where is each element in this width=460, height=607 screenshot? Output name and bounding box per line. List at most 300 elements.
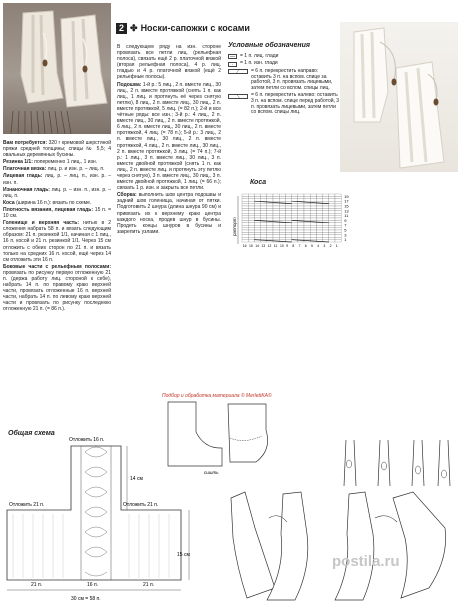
legend-item (228, 69, 340, 91)
instruction-label: Изнаночная гладь: (3, 186, 50, 193)
chart-row-number: 7 (344, 222, 347, 228)
chart-cell (279, 230, 285, 232)
chart-cell (261, 204, 267, 206)
chart-cell (242, 196, 248, 198)
chart-cell (329, 206, 335, 208)
chart-cell (267, 199, 273, 201)
instruction-text: попеременно 1 лиц., 1 изн. (34, 159, 98, 166)
schema-bottom-total: 30 см = 58 п. (71, 596, 101, 602)
chart-cell (298, 194, 304, 196)
chart-cell (254, 223, 260, 225)
chart-cell (254, 235, 260, 237)
chart-cell (248, 232, 254, 234)
chart-cell (273, 235, 279, 237)
chart-cell (323, 228, 329, 230)
chart-cell (261, 228, 267, 230)
chart-cell (335, 194, 341, 196)
schema-top-label: Отложить 16 п. (69, 437, 105, 443)
chart-cell (310, 199, 316, 201)
instruction-paragraph (3, 159, 111, 165)
chart-cell (261, 216, 267, 218)
chart-cell (242, 230, 248, 232)
chart-cell (335, 220, 341, 222)
legend-item-text: = 1 п. изн. глади (240, 60, 278, 67)
chart-cell (242, 237, 248, 239)
chart-cell (254, 206, 260, 208)
chart-cell (323, 199, 329, 201)
schema-heading: Общая схема (8, 430, 55, 437)
chart-cell (323, 204, 329, 206)
boot-left-shape (231, 492, 275, 598)
chart-cell (267, 228, 273, 230)
boot-right-shape (393, 492, 446, 598)
chart-cell (248, 208, 254, 210)
schema-bottom-mid: 16 п. (87, 582, 99, 588)
article-title: Носки-сапожки с косами (140, 22, 250, 33)
chart-row-number: 11 (344, 213, 349, 219)
chart-cell (261, 232, 267, 234)
chart-cell (279, 235, 285, 237)
chart-cell (279, 228, 285, 230)
chart-cell (323, 196, 329, 198)
chart-cell (254, 199, 260, 201)
chart-cell (298, 216, 304, 218)
chart-row-number: 13 (344, 208, 349, 214)
chart-cell (273, 196, 279, 198)
chart-cell (254, 194, 260, 196)
chart-cell (273, 211, 279, 213)
chart-cell (248, 235, 254, 237)
chart-cell (304, 225, 310, 227)
chart-cell (267, 230, 273, 232)
chart-cell (298, 204, 304, 206)
chart-cell (335, 240, 341, 242)
chart-col-number: 11 (273, 244, 278, 248)
chart-cell (316, 228, 322, 230)
chart-cell (248, 237, 254, 239)
chart-cell (254, 232, 260, 234)
chart-cell (292, 235, 298, 237)
chart-cell (329, 228, 335, 230)
chart-cell (323, 230, 329, 232)
chart-cell (261, 196, 267, 198)
chart-cell (248, 240, 254, 242)
chart-cell (310, 208, 316, 210)
chart-cell (323, 216, 329, 218)
chart-cell (273, 237, 279, 239)
chart-cell (261, 237, 267, 239)
chart-cell (335, 213, 341, 215)
chart-col-number: 7 (298, 244, 301, 248)
instruction-paragraph (117, 82, 221, 192)
brand-logo: postila.ru (332, 553, 400, 570)
chart-cell (248, 201, 254, 203)
chart-cell (316, 196, 322, 198)
middle-text-column (117, 44, 221, 329)
chart-cell (292, 230, 298, 232)
chart-cell (304, 230, 310, 232)
cross-left-icon: ⟍ (228, 94, 248, 99)
chart-cell (310, 206, 316, 208)
chart-cell (267, 211, 273, 213)
chart-cell (316, 204, 322, 206)
chart-cell (335, 199, 341, 201)
chart-cell (267, 206, 273, 208)
chart-cell (273, 225, 279, 227)
chart-cell (298, 206, 304, 208)
chart-cell (323, 211, 329, 213)
chart-cell (292, 213, 298, 215)
instruction-label: Коса (3, 199, 15, 206)
chart-cell (316, 237, 322, 239)
instruction-text: 1-й р.: 5 лиц., 2 п. вместе лиц., 30 лиц., 2 п. вместе протяжкой (снять 1 п. как лиц., 1 лиц. и протянуть её через снятую петлю), 8 лиц., 2 п. вместе лиц., 30 лиц., 2 п. вместе протяжкой, 5 лиц. (= 82 п.); 2-й и все чётные ряды: все изн.; 3-й р.: 4 лиц., 2 п. вместе лиц., 30 лиц., 2 п. вместе протяжкой, 6 лиц., 2 п. вместе лиц., 30 лиц., 2 п. вместе протяжкой, 4 лиц. (= 78 п.); 5-й р.: 3 лиц., 2 п. вместе лиц., 30 лиц., 2 п. вместе протяжкой, 4 лиц., 2 п. вместе лиц., 30 лиц., 2 п. вместе протяжкой, 3 лиц. (= 74 п.); 7-й р.: 1 лиц., 3 п. вместе лиц., 30 лиц., 3 п. вместе двойной протяжкой (снять 1 п. как лиц., 2 п. вместе лиц. и протянуть эту петлю через снятую), 3 п. вместе лиц., 30 лиц., 3 п. вместе двойной протяжкой, 1 лиц. (= 66 п.); связать 1 р. изн. и закрыть все петли. (117, 81, 221, 192)
rapport-label: раппорт (232, 217, 237, 236)
chart-cell (310, 225, 316, 227)
chart-cell (254, 216, 260, 218)
schema-left-side-label: Отложить 21 п. (9, 502, 45, 508)
chart-cell (335, 208, 341, 210)
chart-cell (323, 223, 329, 225)
chart-col-number: 4 (317, 244, 320, 248)
chart-cell (316, 194, 322, 196)
chart-cell (273, 213, 279, 215)
chart-cell (304, 223, 310, 225)
instruction-text: 15 п. = 10 см. (3, 206, 111, 220)
chart-cell (254, 204, 260, 206)
chart-cell (242, 228, 248, 230)
chart-cell (248, 220, 254, 222)
chart-cell (329, 220, 335, 222)
chart-row-number: 15 (344, 203, 349, 209)
boot-right-outline (228, 404, 268, 462)
chart-cell (310, 237, 316, 239)
chart-cell (304, 232, 310, 234)
instruction-paragraph (3, 187, 111, 199)
chart-cell (261, 225, 267, 227)
chart-cell (248, 196, 254, 198)
chart-cell (323, 237, 329, 239)
boot-right-shaft (335, 492, 374, 600)
chart-cell (298, 228, 304, 230)
chart-cell (292, 237, 298, 239)
instruction-paragraph (3, 264, 111, 313)
chart-cell (261, 218, 267, 220)
chart-cell (242, 206, 248, 208)
cable-chart (228, 190, 358, 256)
chart-cell (335, 237, 341, 239)
chart-cell (267, 216, 273, 218)
legend-item (228, 93, 340, 115)
schema-bottom-left: 21 п. (31, 582, 43, 588)
chart-cell (310, 213, 316, 215)
instruction-label: Лицевая гладь: (3, 173, 43, 180)
boots-photo-illustration (3, 3, 111, 134)
chart-cell (292, 208, 298, 210)
chart-cell (248, 199, 254, 201)
chart-cell (292, 199, 298, 201)
chart-cell (298, 235, 304, 237)
chart-cell (273, 230, 279, 232)
chart-cell (267, 232, 273, 234)
chart-cell (267, 225, 273, 227)
chart-cell (261, 208, 267, 210)
chart-col-number: 9 (286, 244, 289, 248)
chart-cell (254, 230, 260, 232)
cable-pattern (85, 447, 107, 576)
chart-cell (335, 211, 341, 213)
schema-right-side-label: Отложить 21 п. (123, 502, 159, 508)
chart-row-number: 9 (344, 217, 347, 223)
chart-cell (267, 208, 273, 210)
ribbing-lines (13, 514, 169, 578)
schema-height-15: 15 см (177, 552, 190, 558)
chart-col-number: 5 (311, 244, 313, 248)
chart-col-number: 12 (267, 244, 272, 248)
chart-cell (329, 232, 335, 234)
chart-cell (285, 213, 291, 215)
instruction-text: (ширина 16 п.): вязать по схеме. (16, 199, 92, 206)
chart-cell (304, 194, 310, 196)
boots-detail-illustration (340, 22, 458, 172)
chart-cell (329, 213, 335, 215)
chart-cell (323, 208, 329, 210)
chart-cell (261, 213, 267, 215)
chart-cell (285, 230, 291, 232)
chart-cell (261, 235, 267, 237)
chart-col-number: 13 (261, 244, 266, 248)
chart-cell (335, 232, 341, 234)
chart-cell (298, 225, 304, 227)
chart-grid (242, 194, 341, 242)
instruction-paragraph (3, 173, 111, 185)
chart-cell (323, 232, 329, 234)
chart-cell (329, 201, 335, 203)
chart-cell (304, 235, 310, 237)
instruction-label: Голенище и верхняя часть: (3, 220, 79, 227)
instruction-label: Резинка 1/1: (3, 159, 33, 166)
chart-cell (304, 204, 310, 206)
chart-cell (329, 216, 335, 218)
chart-cell (316, 208, 322, 210)
chart-cell (279, 213, 285, 215)
chart-cell (329, 204, 335, 206)
chart-cell (292, 211, 298, 213)
chart-cell (279, 196, 285, 198)
chart-cell (292, 194, 298, 196)
chart-cell (316, 230, 322, 232)
chart-cell (335, 228, 341, 230)
legend-heading: Условные обозначения (228, 42, 311, 49)
chart-col-number: 6 (304, 244, 307, 248)
chart-cell (248, 194, 254, 196)
chart-cell (279, 199, 285, 201)
chart-col-number: 14 (255, 244, 259, 248)
chart-cell (285, 216, 291, 218)
chart-cell (261, 230, 267, 232)
chart-cell (273, 223, 279, 225)
chart-cell (310, 228, 316, 230)
chart-cell (292, 232, 298, 234)
chart-cell (292, 225, 298, 227)
chart-cell (267, 194, 273, 196)
chart-cell (279, 194, 285, 196)
chart-cell (298, 213, 304, 215)
chart-cell (285, 235, 291, 237)
instruction-paragraph (117, 44, 221, 81)
chart-col-number: 1 (335, 244, 338, 248)
chart-col-number: 2 (329, 244, 332, 248)
chart-cell (267, 223, 273, 225)
chart-cell (335, 196, 341, 198)
chart-cell (254, 237, 260, 239)
chart-row-number: 1 (344, 237, 347, 243)
chart-cell (279, 218, 285, 220)
chart-cell (242, 235, 248, 237)
chart-cell (242, 216, 248, 218)
instruction-paragraph (3, 207, 111, 219)
chart-cell (329, 208, 335, 210)
chart-cell (304, 199, 310, 201)
chart-cell (304, 196, 310, 198)
chart-cell (248, 228, 254, 230)
chart-row-number: 19 (344, 193, 349, 199)
sole-label: сшить (204, 470, 219, 475)
instruction-label: Плотность вязания, лицевая гладь: (3, 206, 93, 213)
instruction-text: выполнить шов центра подошвы и задний шов голенища, начиная от пятки. Подготовить 2 шнура (длина шнура 90 см) и привязать их к верхнему краю центра каждого носка, продев шнур в бусины. Продеть концы шнуров в бусины и закрепить узлами. (117, 192, 221, 235)
schema-bottom-right: 21 п. (143, 582, 155, 588)
chart-cell (248, 211, 254, 213)
legend-item (228, 61, 340, 67)
article-number: 2 (116, 23, 127, 34)
chart-cell (285, 208, 291, 210)
legend-item (228, 54, 340, 60)
chart-cell (310, 216, 316, 218)
finished-boots-diagram (225, 488, 457, 604)
chart-cell (279, 206, 285, 208)
instruction-text: провязать по рисунку первую отложенную 21 п. (держа работу лиц. стороной к себе), набрать 14 п. по правому краю верхней части, провязать отложенные 16 п. верхней части, набрать 14 п. по левому краю верхней части и провязать по рисунку последнюю отложенную 21 п. (= 86 п.). (3, 269, 111, 313)
chart-cell (298, 218, 304, 220)
chart-cell (335, 235, 341, 237)
chart-cell (329, 211, 335, 213)
chart-cell (298, 237, 304, 239)
materials-text: 320 г кремовой шерстяной пряжи средней толщины; спицы № 5,5; 4 овальных деревянных бусины. (3, 140, 111, 159)
chart-cell (292, 216, 298, 218)
chart-cell (242, 201, 248, 203)
instruction-paragraph (117, 192, 221, 235)
instruction-label: Боковые части с рельефным полосами: (3, 263, 111, 270)
chart-cell (267, 237, 273, 239)
chart-cell (273, 194, 279, 196)
tie-steps-illustration (336, 436, 458, 490)
chart-cell (310, 194, 316, 196)
chart-cell (329, 218, 335, 220)
materials-heading: Вам потребуется: (3, 140, 48, 146)
chart-cell (273, 199, 279, 201)
chart-cell (335, 206, 341, 208)
chart-cell (316, 223, 322, 225)
chart-cell (298, 223, 304, 225)
chart-cell (248, 216, 254, 218)
chart-cell (310, 232, 316, 234)
chart-cell (285, 228, 291, 230)
chart-cell (316, 235, 322, 237)
chart-cell (304, 213, 310, 215)
chart-cell (242, 220, 248, 222)
chart-cell (273, 208, 279, 210)
chart-col-number: 10 (280, 244, 284, 248)
chart-col-number: 3 (323, 244, 326, 248)
chart-cell (304, 211, 310, 213)
chart-cell (267, 218, 273, 220)
instruction-label: Платочная вязка: (3, 166, 47, 173)
chart-cell (298, 230, 304, 232)
chart-cell (329, 199, 335, 201)
chart-cell (254, 225, 260, 227)
materials-paragraph (3, 140, 111, 158)
chart-cell (329, 237, 335, 239)
chart-cell (310, 223, 316, 225)
chart-cell (316, 216, 322, 218)
chart-cell (285, 225, 291, 227)
chart-row-number: 5 (344, 227, 347, 233)
chart-cell (248, 213, 254, 215)
chart-cell (335, 230, 341, 232)
chart-cell (279, 232, 285, 234)
chart-cell (267, 213, 273, 215)
instruction-paragraph (3, 220, 111, 263)
chart-row-numbers (344, 194, 349, 242)
chart-cell (316, 213, 322, 215)
chart-cell (304, 228, 310, 230)
chart-cell (279, 216, 285, 218)
chart-cell (261, 199, 267, 201)
instruction-paragraph (3, 166, 111, 172)
chart-cell (242, 204, 248, 206)
chart-cell (329, 235, 335, 237)
chart-cell (273, 232, 279, 234)
chart-cell (292, 204, 298, 206)
instruction-text: лиц. р. и изн. р. – лиц. п. (47, 166, 105, 173)
chart-cell (310, 230, 316, 232)
chart-cell (323, 218, 329, 220)
chart-cell (254, 213, 260, 215)
chart-cell (242, 199, 248, 201)
chart-cell (292, 218, 298, 220)
page-title (116, 23, 250, 34)
chart-cell (273, 218, 279, 220)
chart-cell (316, 232, 322, 234)
chart-cell (335, 201, 341, 203)
instruction-label: Сборка: (117, 192, 137, 199)
instruction-text: лиц. р. – лиц. п., изн. р. – изн. п. (3, 173, 111, 186)
chart-cell (267, 235, 273, 237)
chart-cell (298, 232, 304, 234)
instruction-text: лиц. р. – изн. п., изн. р. – лиц. п. (3, 186, 111, 199)
chart-cell (329, 230, 335, 232)
chart-cell (304, 206, 310, 208)
chart-cell (254, 211, 260, 213)
cable-strip (81, 446, 111, 580)
chart-cell (273, 228, 279, 230)
chart-cell (285, 206, 291, 208)
chart-cell (304, 216, 310, 218)
chart-cell (261, 194, 267, 196)
chart-cell (292, 223, 298, 225)
chart-cell (316, 218, 322, 220)
chart-cell (316, 206, 322, 208)
chart-cell (329, 225, 335, 227)
chart-cell (279, 208, 285, 210)
